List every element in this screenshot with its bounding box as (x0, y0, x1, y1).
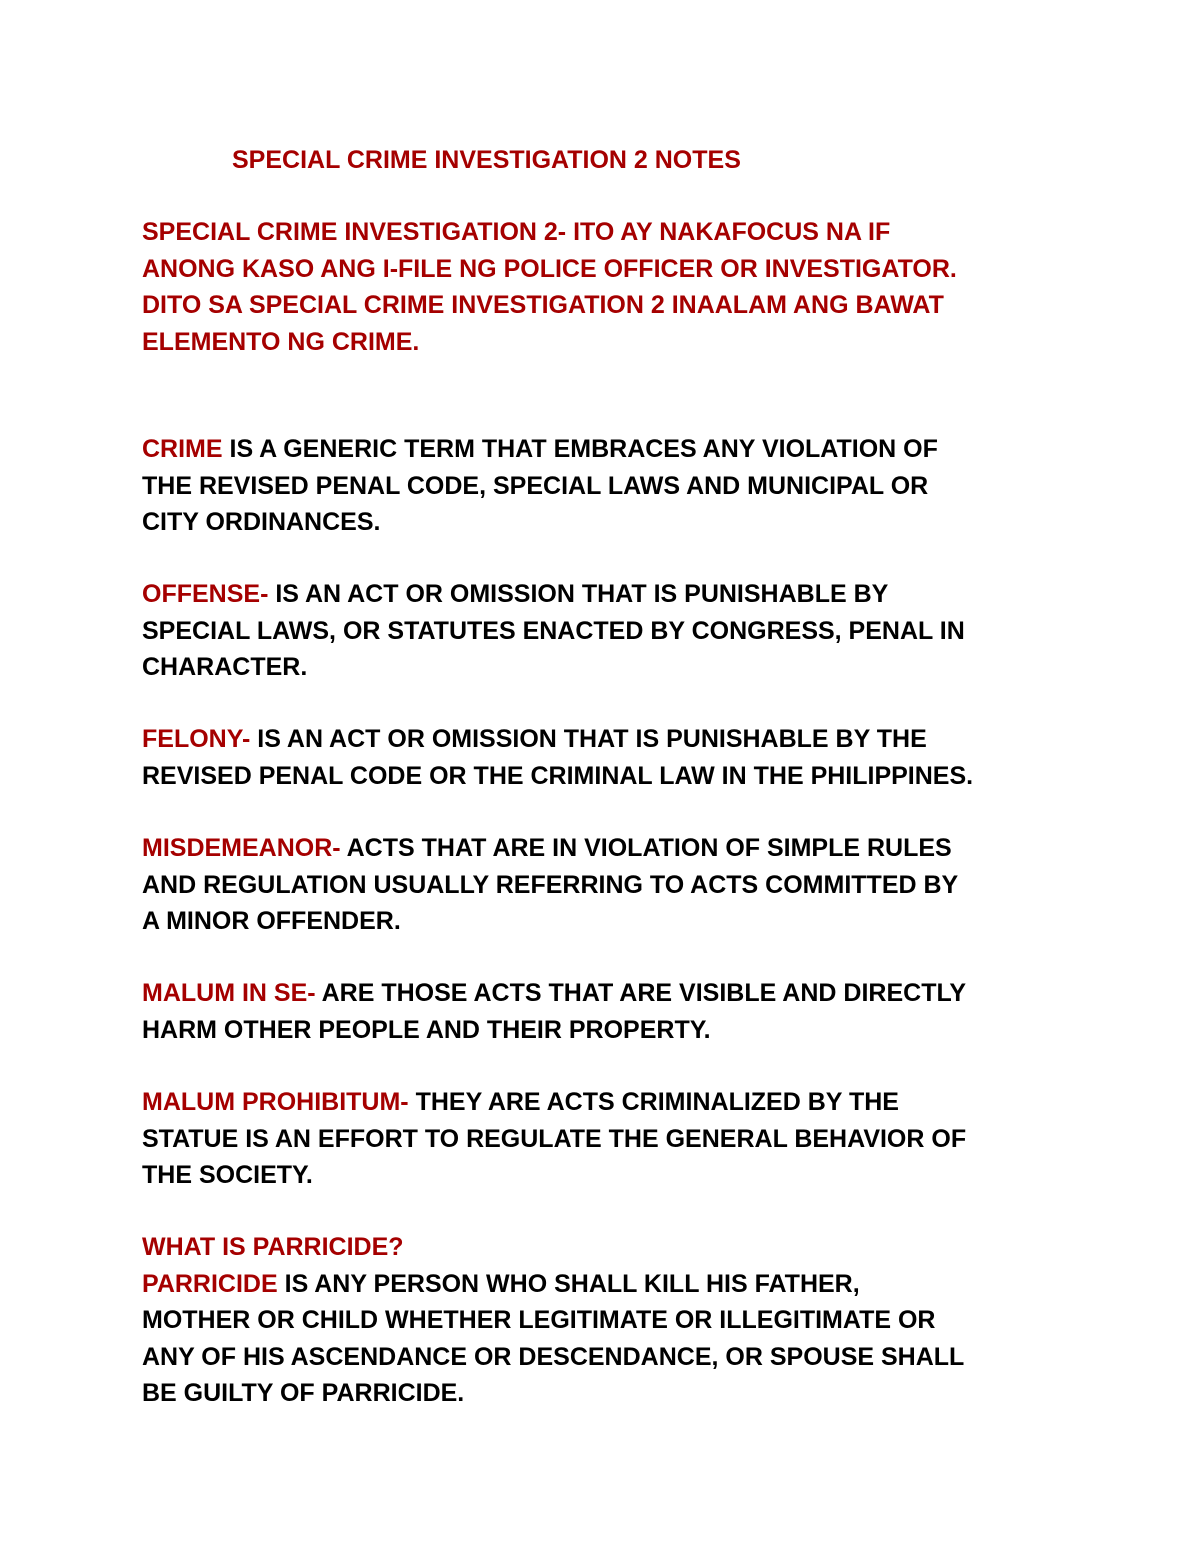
intro-line: ELEMENTO NG CRIME. (142, 327, 420, 356)
definition-text: AND REGULATION USUALLY REFERRING TO ACTS COMMITTED BY (142, 870, 959, 899)
definition-text: A MINOR OFFENDER. (142, 907, 401, 935)
definition-text: THEY ARE ACTS CRIMINALIZED BY THE (408, 1088, 899, 1116)
definition-text: ANY OF HIS ASCENDANCE OR DESCENDANCE, OR SPOUSE SHALL (142, 1342, 965, 1371)
definition-term: OFFENSE- (142, 580, 269, 608)
definition-term: MALUM IN SE- (142, 979, 316, 1007)
definition-text: CITY ORDINANCES. (142, 508, 381, 536)
definition-misdemeanor (142, 830, 1072, 940)
definition-text: ACTS THAT ARE IN VIOLATION OF SIMPLE RULES (340, 834, 952, 862)
definition-text: IS AN ACT OR OMISSION THAT IS PUNISHABLE BY (268, 580, 889, 608)
definition-felony (142, 721, 1072, 794)
definition-text: REVISED PENAL CODE OR THE CRIMINAL LAW IN THE PHILIPPINES. (142, 761, 974, 790)
definition-text: HARM OTHER PEOPLE AND THEIR PROPERTY. (142, 1015, 711, 1044)
definition-text: BE GUILTY OF PARRICIDE. (142, 1379, 465, 1407)
parricide-section (142, 1229, 1072, 1412)
definition-malum-prohibitum (142, 1084, 1072, 1194)
definition-term: MISDEMEANOR- (142, 834, 341, 862)
definition-text: ARE THOSE ACTS THAT ARE VISIBLE AND DIRECTLY (315, 979, 967, 1007)
definition-text: STATUE IS AN EFFORT TO REGULATE THE GENERAL BEHAVIOR OF (142, 1124, 967, 1153)
question-heading: WHAT IS PARRICIDE? (142, 1233, 404, 1261)
intro-line: DITO SA SPECIAL CRIME INVESTIGATION 2 INAALAM ANG BAWAT (142, 291, 944, 319)
definition-term: FELONY- (142, 725, 251, 753)
definition-term: PARRICIDE (142, 1269, 278, 1298)
definition-text: SPECIAL LAWS, OR STATUTES ENACTED BY CONGRESS, PENAL IN (142, 616, 965, 645)
definition-offense (142, 576, 1072, 686)
definition-text: CHARACTER. (142, 653, 308, 681)
definition-text: MOTHER OR CHILD WHETHER LEGITIMATE OR ILLEGITIMATE OR (142, 1306, 936, 1334)
definition-crime (142, 431, 1072, 541)
definition-term: CRIME (142, 435, 223, 463)
definition-text: IS AN ACT OR OMISSION THAT IS PUNISHABLE BY THE (250, 725, 927, 753)
page-title: SPECIAL CRIME INVESTIGATION 2 NOTES (232, 146, 741, 174)
definition-term: MALUM PROHIBITUM- (142, 1088, 409, 1116)
intro-line: SPECIAL CRIME INVESTIGATION 2- ITO AY NAKAFOCUS NA IF (142, 218, 891, 246)
definition-text: IS A GENERIC TERM THAT EMBRACES ANY VIOLATION OF (222, 435, 938, 463)
definition-text: THE SOCIETY. (142, 1161, 313, 1189)
intro-line: ANONG KASO ANG I-FILE NG POLICE OFFICER OR INVESTIGATOR. (142, 254, 957, 283)
definition-malum-in-se (142, 975, 1072, 1048)
intro-paragraph (142, 214, 1072, 360)
definition-text: IS ANY PERSON WHO SHALL KILL HIS FATHER, (277, 1269, 860, 1298)
definition-text: THE REVISED PENAL CODE, SPECIAL LAWS AND MUNICIPAL OR (142, 471, 929, 500)
